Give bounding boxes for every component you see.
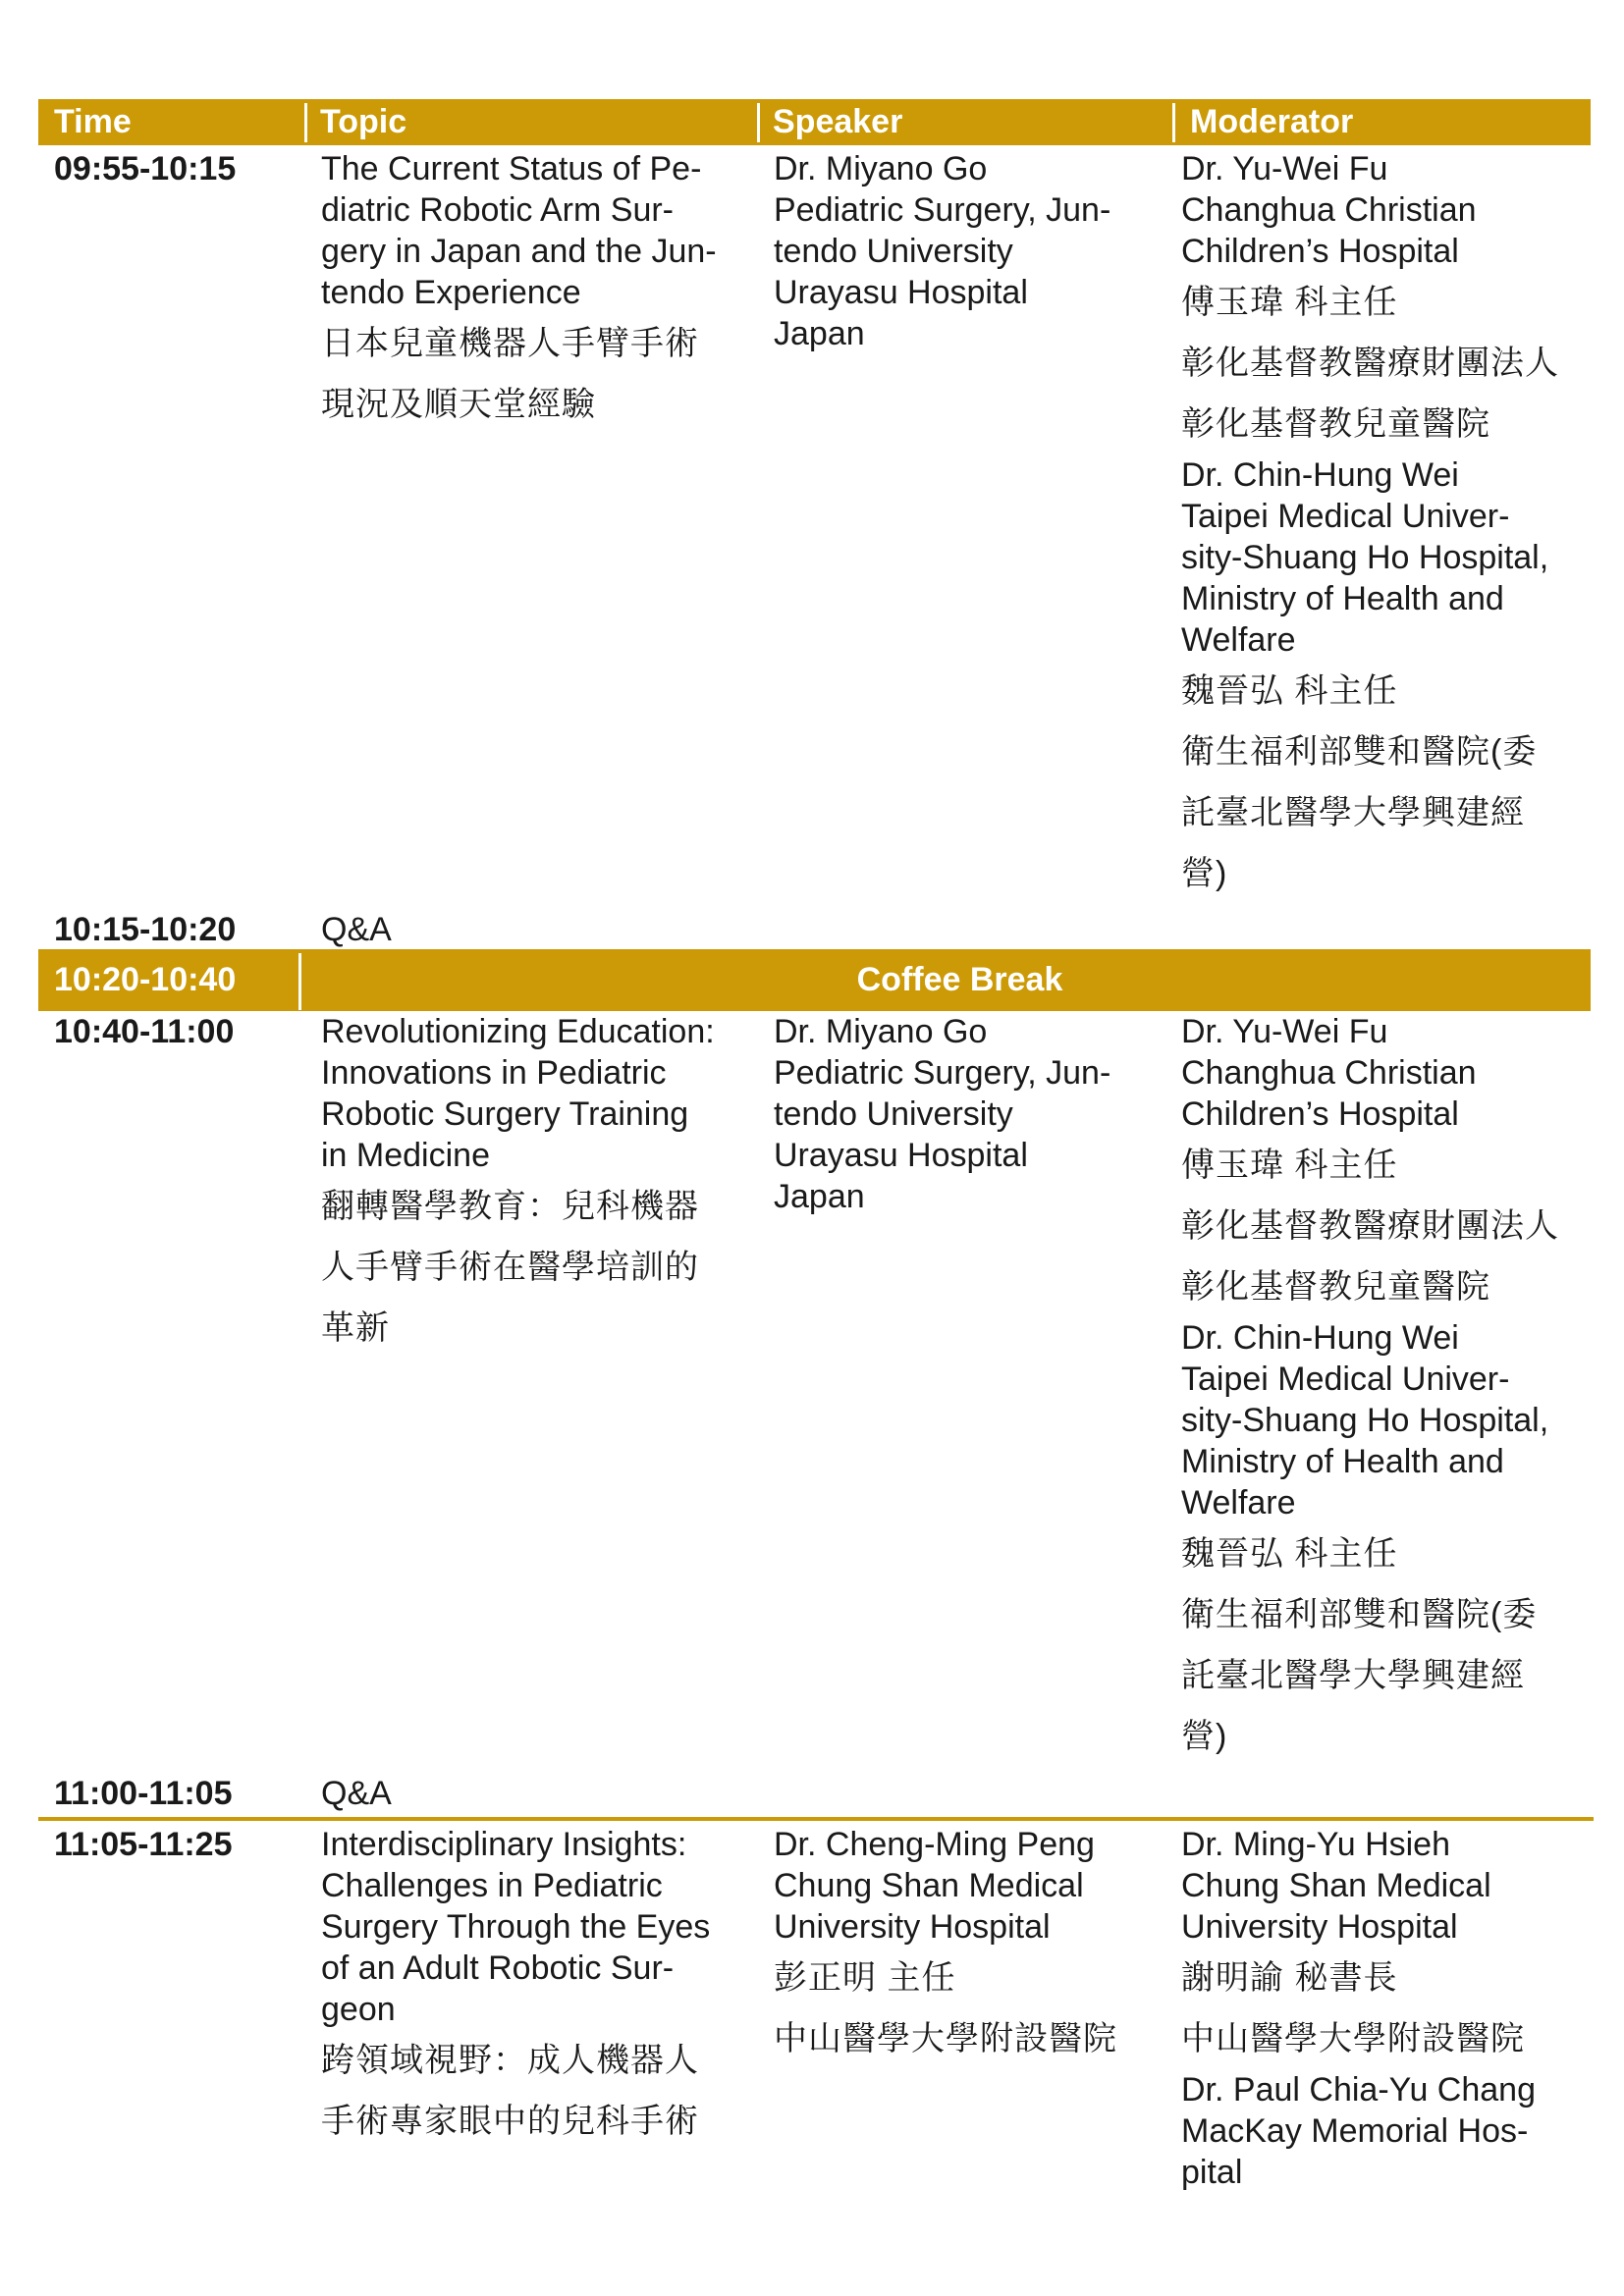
header-divider [757, 103, 760, 142]
moderator-line: Children’s Hospital [1181, 233, 1459, 270]
moderator-line: Children’s Hospital [1181, 1095, 1459, 1133]
speaker-line: Pediatric Surgery, Jun- [774, 191, 1111, 229]
moderator-line: Ministry of Health and [1181, 580, 1504, 617]
topic-line: diatric Robotic Arm Sur- [321, 191, 674, 229]
session3-moderators [1181, 1824, 1536, 2193]
moderator-line: Dr. Paul Chia-Yu Chang [1181, 2071, 1536, 2109]
topic-zh-line: 人手臂手術在醫學培訓的 [321, 1249, 699, 1286]
topic-line: geon [321, 1991, 396, 2028]
topic-line: The Current Status of Pe- [321, 150, 702, 187]
moderator-line: University Hospital [1181, 1908, 1458, 1946]
qa1-time: 10:15-10:20 [54, 911, 237, 948]
topic-line: in Medicine [321, 1137, 490, 1174]
moderator-zh-line: 彰化基督教醫療財團法人 [1181, 345, 1559, 382]
speaker-line: Dr. Miyano Go [774, 150, 988, 187]
speaker-line: tendo University [774, 1095, 1013, 1133]
speaker-line: Urayasu Hospital [774, 274, 1028, 311]
moderator-line: Changhua Christian [1181, 191, 1477, 229]
topic-zh-line: 革新 [321, 1309, 390, 1347]
topic-zh-line: 日本兒童機器人手臂手術 [321, 325, 699, 362]
qa2-time: 11:00-11:05 [54, 1775, 233, 1812]
moderator-zh-line: 魏晉弘 科主任 [1181, 1535, 1398, 1573]
moderator-line: Taipei Medical Univer- [1181, 1361, 1510, 1398]
moderator-zh-line: 營) [1181, 1718, 1228, 1755]
moderator-zh-line: 衛生福利部雙和醫院(委 [1181, 733, 1538, 771]
speaker-zh-line: 中山醫學大學附設醫院 [774, 2020, 1117, 2057]
speaker-line: Chung Shan Medical [774, 1867, 1084, 1904]
moderator-line: MacKay Memorial Hos- [1181, 2112, 1529, 2150]
session3-topic [321, 1824, 710, 2152]
moderator-line: Dr. Yu-Wei Fu [1181, 1013, 1388, 1050]
qa1-label: Q&A [321, 911, 392, 948]
topic-line: Interdisciplinary Insights: [321, 1826, 687, 1863]
moderator-zh-line: 衛生福利部雙和醫院(委 [1181, 1596, 1538, 1633]
topic-line: Revolutionizing Education: [321, 1013, 715, 1050]
session2-topic [321, 1011, 715, 1359]
moderator-zh-line: 傅玉瑋 科主任 [1181, 1147, 1398, 1184]
moderator-zh-line: 營) [1181, 855, 1228, 892]
session3-time: 11:05-11:25 [54, 1826, 233, 1863]
moderator-zh-line: 中山醫學大學附設醫院 [1181, 2020, 1525, 2057]
header-topic: Topic [320, 103, 407, 140]
session1-speaker [774, 148, 1110, 354]
moderator-zh-line: 彰化基督教兒童醫院 [1181, 405, 1490, 443]
band-edge [1591, 949, 1594, 1011]
coffee-break-band [38, 949, 1594, 1011]
moderator-zh-line: 託臺北醫學大學興建經 [1181, 794, 1525, 831]
moderator-line: Dr. Ming-Yu Hsieh [1181, 1826, 1450, 1863]
speaker-line: University Hospital [774, 1908, 1051, 1946]
moderator-zh-line: 彰化基督教兒童醫院 [1181, 1268, 1490, 1306]
session1-topic [321, 148, 717, 435]
moderator-line: Dr. Chin-Hung Wei [1181, 456, 1459, 494]
moderator-line: Welfare [1181, 1484, 1296, 1522]
session1-moderators [1181, 148, 1559, 904]
speaker-line: Japan [774, 1178, 865, 1215]
topic-line: of an Adult Robotic Sur- [321, 1949, 675, 1987]
topic-line: Innovations in Pediatric [321, 1054, 667, 1092]
topic-zh-line: 翻轉醫學教育：兒科機器 [321, 1188, 699, 1225]
session3-speaker [774, 1824, 1117, 2069]
session2-speaker [774, 1011, 1110, 1217]
header-divider [1172, 103, 1175, 142]
topic-line: Challenges in Pediatric [321, 1867, 663, 1904]
band-divider [298, 953, 301, 1010]
speaker-zh-line: 彭正明 主任 [774, 1959, 956, 1997]
session2-time: 10:40-11:00 [54, 1013, 235, 1050]
moderator-zh-line: 傅玉瑋 科主任 [1181, 284, 1398, 321]
topic-zh-line: 跨領域視野：成人機器人 [321, 2042, 699, 2079]
topic-zh-line: 手術專家眼中的兒科手術 [321, 2103, 699, 2140]
session2-moderators [1181, 1011, 1559, 1767]
moderator-zh-line: 託臺北醫學大學興建經 [1181, 1657, 1525, 1694]
moderator-line: Welfare [1181, 621, 1296, 659]
header-speaker: Speaker [773, 103, 903, 140]
break-label: Coffee Break [856, 961, 1063, 998]
header-moderator: Moderator [1190, 103, 1354, 140]
topic-line: tendo Experience [321, 274, 581, 311]
header-time: Time [54, 103, 132, 140]
speaker-line: Dr. Miyano Go [774, 1013, 988, 1050]
moderator-line: Changhua Christian [1181, 1054, 1477, 1092]
break-time: 10:20-10:40 [54, 961, 237, 998]
moderator-line: pital [1181, 2154, 1243, 2191]
header-edge [1591, 99, 1594, 145]
moderator-line: sity-Shuang Ho Hospital, [1181, 1402, 1549, 1439]
speaker-line: Dr. Cheng-Ming Peng [774, 1826, 1095, 1863]
speaker-line: Urayasu Hospital [774, 1137, 1028, 1174]
moderator-line: Chung Shan Medical [1181, 1867, 1491, 1904]
topic-line: Surgery Through the Eyes [321, 1908, 711, 1946]
qa2-label: Q&A [321, 1775, 392, 1812]
moderator-line: Ministry of Health and [1181, 1443, 1504, 1480]
section-rule [38, 1817, 1594, 1821]
moderator-line: Dr. Chin-Hung Wei [1181, 1319, 1459, 1357]
speaker-line: Pediatric Surgery, Jun- [774, 1054, 1111, 1092]
topic-zh-line: 現況及順天堂經驗 [321, 386, 596, 423]
speaker-line: Japan [774, 315, 865, 352]
table-header [38, 99, 1594, 145]
speaker-line: tendo University [774, 233, 1013, 270]
moderator-zh-line: 謝明諭 秘書長 [1181, 1959, 1398, 1997]
topic-line: Robotic Surgery Training [321, 1095, 689, 1133]
session1-time: 09:55-10:15 [54, 150, 237, 187]
moderator-zh-line: 魏晉弘 科主任 [1181, 672, 1398, 710]
header-divider [304, 103, 307, 142]
moderator-line: sity-Shuang Ho Hospital, [1181, 539, 1549, 576]
moderator-zh-line: 彰化基督教醫療財團法人 [1181, 1207, 1559, 1245]
moderator-line: Taipei Medical Univer- [1181, 498, 1510, 535]
topic-line: gery in Japan and the Jun- [321, 233, 717, 270]
moderator-line: Dr. Yu-Wei Fu [1181, 150, 1388, 187]
